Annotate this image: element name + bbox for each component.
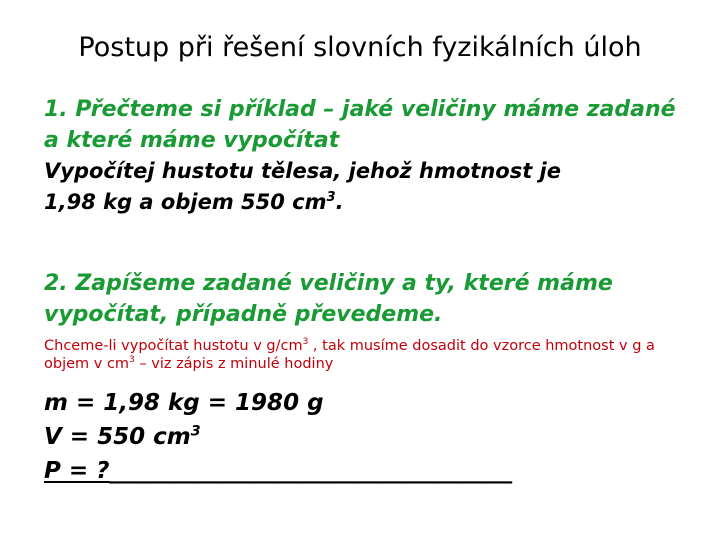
note-exponent-2: 3 [129,355,135,366]
density-equation: Ρ = ? [44,458,110,484]
note-text-2: , tak musíme dosadit do vzorce hmotnost v g a objem v cm [44,338,655,372]
slide-title: Postup při řešení slovních fyzikálních úloh [78,32,642,63]
volume-text: V = 550 cm [44,424,191,450]
problem-line-1: Vypočítej hustotu tělesa, jehož hmotnost je [44,159,562,183]
step-2-section [44,268,694,330]
note-text-1: Chceme-li vypočítat hustotu v g/cm [44,338,303,354]
step-1-heading: 1. Přečteme si příklad – jaké veličiny máme zadané a které máme vypočítat [44,97,676,153]
mass-equation: m = 1,98 kg = 1980 g [44,390,324,416]
problem-line-2-period: . [335,190,344,214]
problem-line-2-exponent: 3 [326,190,336,205]
problem-line-2-text: 1,98 kg a objem 550 cm [44,190,327,214]
problem-line-2 [44,187,694,218]
problem-statement [44,156,694,218]
volume-exponent: 3 [190,423,201,440]
step-1-section [44,94,694,218]
note-exponent-1: 3 [302,337,309,348]
density-unknown [44,454,694,488]
conversion-note [44,337,694,373]
note-text-3: – viz zápis z minulé hodiny [134,356,334,372]
given-values [44,386,694,488]
step-2-heading: 2. Zapíšeme zadané veličiny a ty, které máme vypočítat, případně převedeme. [44,271,613,327]
answer-blank-line: ___________________________________ [109,458,512,484]
volume-equation [44,420,694,454]
